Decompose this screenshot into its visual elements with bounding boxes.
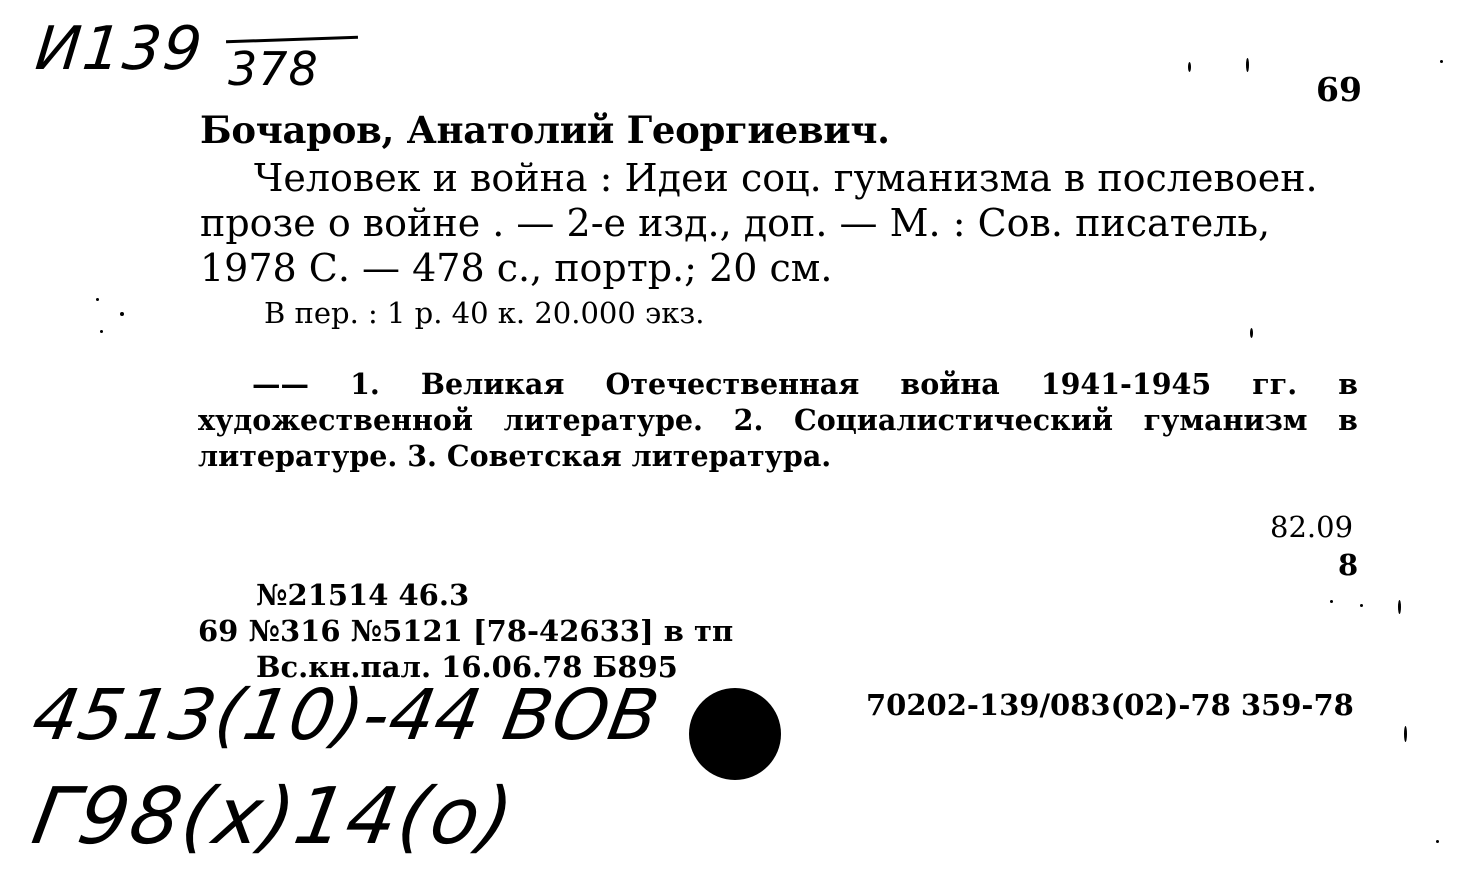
scan-speck [1398, 600, 1401, 614]
handwritten-note-1: 4513(10)-44 ВОВ [26, 674, 666, 756]
handwritten-note-2: Г98(х)14(о) [26, 772, 522, 862]
scan-speck [1440, 60, 1443, 63]
author-heading: Бочаров, Анатолий Георгиевич. [200, 108, 890, 152]
scan-speck [1436, 840, 1439, 843]
scan-speck [120, 312, 124, 316]
registration-line-1: №21514 46.3 [256, 578, 470, 612]
title-description-text: Человек и война : Идеи соц. гуманизма в послевоен. прозе о войне . — 2-е изд., доп. — М. : Сов. писатель, 1978 С. — 478 с., портр.; 20 см. [200, 156, 1318, 290]
registration-line-3: Вс.кн.пал. 16.06.78 Б895 [256, 650, 678, 684]
registration-line-2: 69 №316 №5121 [78-42633] в тп [198, 614, 734, 648]
title-description [200, 156, 1360, 291]
scan-speck [1250, 328, 1253, 338]
scan-speck [1188, 62, 1191, 72]
author-sign: 8 [1338, 548, 1359, 582]
page-number: 69 [1316, 70, 1362, 109]
scan-speck [1330, 600, 1333, 603]
punch-hole [689, 688, 781, 780]
scan-speck [1360, 604, 1363, 607]
publisher-code: 70202-139/083(02)-78 359-78 [866, 688, 1354, 722]
scan-speck [96, 298, 99, 301]
subject-headings [198, 366, 1358, 474]
scan-speck [100, 330, 103, 333]
classification-index: 82.09 [1270, 510, 1354, 544]
handwritten-call-number: И139 [32, 14, 208, 84]
scan-speck [1246, 58, 1249, 72]
scan-speck [1404, 726, 1407, 742]
subject-headings-text: —— 1. Великая Отечественная война 1941-1945 гг. в художественной литературе. 2. Социалистический гуманизм в литературе. 3. Советская литература. [198, 367, 1358, 473]
handwritten-call-number-sub: 378 [228, 42, 319, 96]
price-line: В пер. : 1 р. 40 к. 20.000 экз. [264, 296, 705, 330]
